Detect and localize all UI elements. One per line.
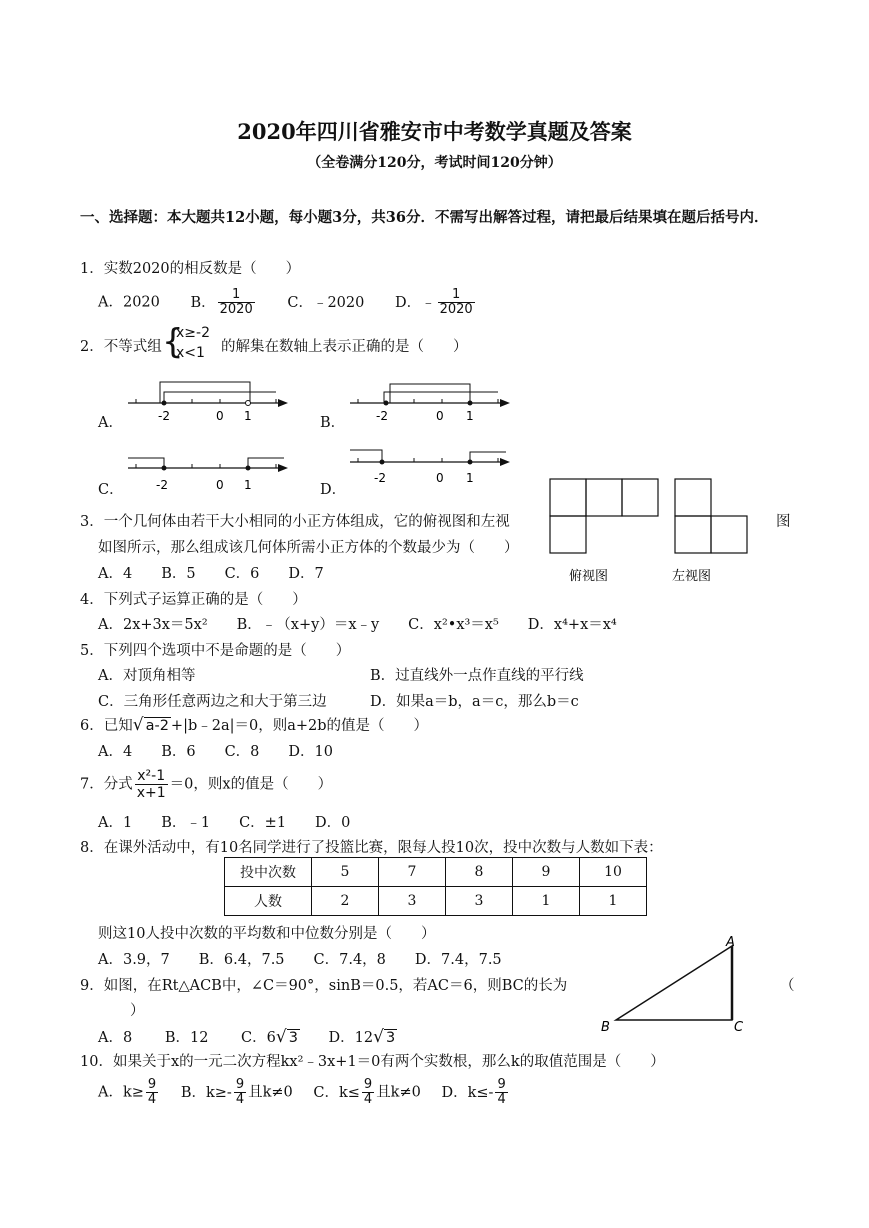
left-view-label: 左视图 [672,569,712,584]
q3-line1: 3．一个几何体由若干大小相同的小正方体组成，它的俯视图和左视 [80,514,510,530]
q10-num: 9 [363,1077,373,1092]
sqrt-icon: √ [373,1027,384,1047]
q2-brace: { [162,322,184,362]
table-cell: 10 [580,858,647,887]
vertex-label-a: A [726,935,735,950]
q2-line2: x<1 [176,345,205,361]
section-heading: 一、选择题：本大题共12小题，每小题3分，共36分．不需写出解答过程，请把最后结果填在题后括号内． [80,209,769,226]
q2-system [176,323,210,363]
q9-c-radicand: 3 [288,1030,298,1046]
q7-pre: 7．分式 [80,776,133,793]
q10-den: 4 [235,1092,245,1107]
tick-label: 1 [244,478,252,492]
table-cell: 3 [379,887,446,916]
q10-option-c: C．k≤ [313,1084,360,1101]
q10-a-fraction [146,1078,158,1107]
vertex-label-b: B [601,1020,610,1034]
q10-b-fraction [234,1078,246,1107]
q7-options: A．1 B．﹣1 C．±1 D．0 [98,815,351,831]
q9-option-b: B．12 [164,1030,209,1046]
table-row [225,887,647,916]
q5-option-b: B．过直线外一点作直线的平行线 [370,668,584,684]
q8-follow: 则这10人投中次数的平均数和中位数分别是（ ） [98,926,436,942]
tick-label: 0 [436,409,444,423]
tick-label: -2 [376,409,388,423]
q2-number-line-c [128,452,290,498]
q10-den: 4 [497,1092,506,1107]
table-cell: 1 [580,887,647,916]
page-subtitle: （全卷满分120分，考试时间120分钟） [307,155,562,171]
q10-b-post: 且k≠0 [248,1084,293,1101]
q3-line1-end: 图 [776,514,791,530]
q9-paren-open: （ [780,978,795,994]
q2-option-a-label: A． [98,415,123,431]
q1-d-fraction [438,288,475,317]
q7-den: x+1 [136,785,166,801]
tick-label: 1 [466,409,474,423]
table-cell: 3 [446,887,513,916]
top-view-label: 俯视图 [569,569,609,584]
tick-label: -2 [156,478,168,492]
q2-line1: x≥-2 [176,325,210,341]
q9-option-a: A．8 [98,1030,133,1046]
vertex-label-c: C [734,1020,744,1034]
q9-triangle-figure [596,934,756,1034]
q1-b-den: 2020 [219,302,253,317]
table-cell: 1 [513,887,580,916]
q10-d-fraction [495,1078,507,1107]
q10-option-a: A．k≥ [98,1084,144,1101]
tick-label: 0 [436,471,444,485]
q2-option-b-label: B． [320,415,346,431]
q10-c-post: 且k≠0 [376,1084,421,1101]
q3-options: A．4 B．5 C．6 D．7 [98,566,324,582]
q3-views-figure [545,476,755,588]
q10-stem: 10．如果关于x的一元二次方程kx²﹣3x+1＝0有两个实数根，那么k的取值范围是（ ） [80,1054,665,1070]
q2-option-d-label: D． [320,482,347,498]
q10-options [98,1078,510,1107]
q2-option-c-label: C． [98,482,124,498]
q2-stem [80,335,162,356]
q10-num: 9 [235,1077,245,1092]
q5-option-a: A．对顶角相等 [98,668,196,684]
q6-pre: 6．已知 [80,718,133,734]
q10-num: 9 [147,1077,157,1092]
q10-c-fraction [362,1078,374,1107]
q6-options: A．4 B．6 C．8 D．10 [98,744,333,760]
q9-option-c: C．6 [241,1030,276,1046]
q1-d-num: 1 [438,288,475,303]
table-cell: 投中次数 [225,858,312,887]
tick-label: 1 [244,409,252,423]
tick-label: 1 [466,471,474,485]
sqrt-icon: √ [132,715,144,735]
table-cell: 9 [513,858,580,887]
q1-b-fraction [218,288,255,317]
q1-option-b: B． [190,294,216,311]
page-title: 2020年四川省雅安市中考数学真题及答案 [237,119,632,144]
q10-option-b: B．k≥- [180,1084,232,1101]
q5-option-c: C．三角形任意两边之和大于第三边 [98,694,327,710]
q8-options: A．3.9，7 B．6.4，7.5 C．7.4，8 D．7.4，7.5 [98,952,502,968]
table-cell: 8 [446,858,513,887]
q1-options [98,288,477,317]
q9-paren-close: ） [130,1003,145,1019]
tick-label: 0 [216,478,224,492]
q5-option-d: D．如果a＝b，a＝c，那么b＝c [370,694,579,710]
q2-number-line-d [350,446,512,492]
q7-num: x²-1 [135,768,168,785]
q6-radicand: a-2 [145,718,169,734]
table-row [225,858,647,887]
q8-stem: 8．在课外活动中，有10名同学进行了投篮比赛，限每人投10次，投中次数与人数如下表： [80,840,663,856]
tick-label: 0 [216,409,224,423]
q9-options [98,1026,397,1047]
q8-table [224,857,647,916]
q4-stem: 4．下列式子运算正确的是（ ） [80,592,307,608]
q1-option-c: C．﹣2020 [287,294,365,311]
q1-stem: 1．实数2020的相反数是（ ） [80,261,301,277]
q7-stem [80,768,332,801]
table-cell: 7 [379,858,446,887]
tick-label: -2 [374,471,386,485]
q10-option-d: D．k≤- [441,1084,494,1101]
q9-stem: 9．如图，在Rt△ACB中，∠C＝90°，sinB＝0.5，若AC＝6，则BC的长为 [80,978,568,994]
q2-post: 的解集在数轴上表示正确的是（ ） [221,339,468,355]
q6-post: +|b﹣2a|＝0，则a+2b的值是（ ） [170,718,429,734]
q2-number-line-b [350,378,512,424]
tick-label: -2 [158,409,170,423]
q2-pre: 2．不等式组 [80,339,162,355]
q10-num: 9 [497,1077,506,1092]
q6-stem [80,714,428,735]
q1-b-num: 1 [218,288,255,303]
q1-d-den: 2020 [439,302,473,317]
table-cell: 2 [312,887,379,916]
q2-number-line-a [128,378,290,424]
q1-option-d: D．﹣ [394,294,436,311]
table-cell: 5 [312,858,379,887]
table-cell: 人数 [225,887,312,916]
q7-post: ＝0，则x的值是（ ） [169,776,333,793]
q5-stem: 5．下列四个选项中不是命题的是（ ） [80,643,351,659]
q9-option-d: D．12 [328,1030,374,1046]
q9-d-radicand: 3 [385,1030,396,1046]
q1-option-a: A．2020 [98,294,160,311]
q7-fraction [135,768,168,801]
sqrt-icon: √ [275,1027,287,1047]
q10-den: 4 [147,1092,157,1107]
q10-den: 4 [363,1092,373,1107]
q3-line2: 如图所示，那么组成该几何体所需小正方体的个数最少为（ ） [98,540,519,556]
q4-options: A．2x+3x＝5x² B．﹣（x+y）＝x﹣y C．x²•x³＝x⁵ D．x⁴+x＝x⁴ [98,617,617,633]
